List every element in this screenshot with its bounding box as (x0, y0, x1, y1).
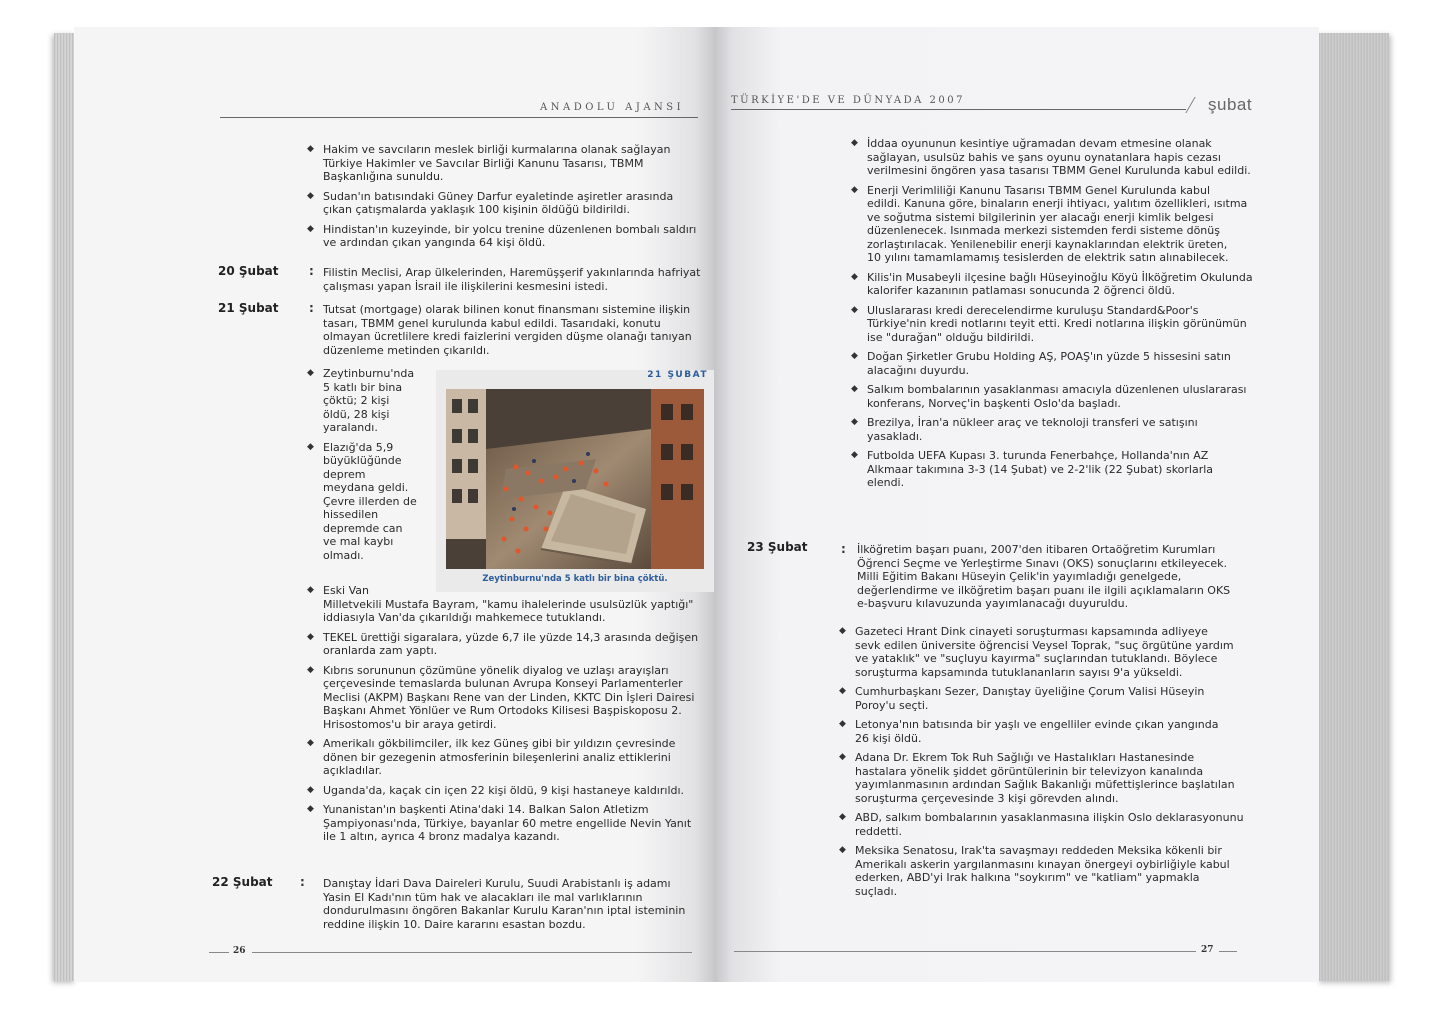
diamond-bullet-icon: ◆ (851, 184, 858, 195)
diamond-bullet-icon: ◆ (839, 812, 846, 822)
diamond-bullet-icon: ◆ (307, 631, 314, 642)
diamond-bullet-icon: ◆ (307, 738, 314, 748)
list-item: ◆ Doğan Şirketler Grubu Holding AŞ, POAŞ'ın yüzde 5 hissesini satın alacağını duyurdu. (851, 350, 1231, 377)
list-item: ◆ Hakim ve savcıların meslek birliği kurmalarına olanak sağlayan Türkiye Hakimler ve Savcılar Birliği Kanunu Tasarısı, TBMM Başkanlığına sunuldu. (307, 143, 671, 183)
diamond-bullet-icon: ◆ (851, 138, 858, 148)
list-item: ◆ Yunanistan'ın başkenti Atina'daki 14. Balkan Salon Atletizm Şampiyonası'nda, Türkiye, bayanlar 60 metre engellide Nevin Yanıt ile 1 altın, ayrıca 4 bronz madalya kazandı. (307, 803, 692, 843)
page-number-left: 26 (233, 946, 246, 956)
diamond-bullet-icon: ◆ (851, 351, 858, 361)
diamond-bullet-icon: ◆ (839, 845, 846, 855)
page-number-right: 27 (1201, 945, 1214, 955)
diamond-bullet-icon: ◆ (307, 368, 314, 378)
diamond-bullet-icon: ◆ (307, 664, 314, 675)
diamond-bullet-icon: ◆ (851, 417, 858, 427)
list-item: ◆ İddaa oyununun kesintiye uğramadan devam etmesine olanak sağlayan, usulsüz bahis ve şans oyunu oynatanlara hapis cezası verilmesini öngören yasa tasarısı TBMM Genel Kurulunda kabul edildi. (851, 137, 1251, 177)
date-colon: : (309, 301, 314, 315)
list-item: ◆ Salkım bombalarının yasaklanması amacıyla düzenlenen uluslararası konferans, Norveç'in başkenti Oslo'da başladı. (851, 383, 1247, 410)
list-item: ◆ ABD, salkım bombalarının yasaklanmasına ilişkin Oslo deklarasyonunu reddetti. (839, 811, 1244, 838)
diamond-bullet-icon: ◆ (851, 450, 858, 460)
right-page (714, 27, 1319, 982)
right-col-top (851, 137, 1256, 496)
list-item: ◆ Enerji Verimliliği Kanunu Tasarısı TBMM Genel Kurulunda kabul edildi. Kanuna göre, binaların enerji ihtiyacı, yalıtım özellikleri, ısıtma ve soğutma sistemi bilgilerinin yer alacağı enerji kimlik belgesi düzenlenecek. Isınmada merkezi sistemden ferdi sisteme dönüş zorlaştırılacak. Yenilenebilir enerji kaynaklarından elektrik üreten, 10 yılını tamamlamamış tesislerden de elektrik satın alınabilecek. (851, 183, 1248, 264)
entry-22-subat: Danıştay İdari Dava Daireleri Kurulu, Suudi Arabistanlı iş adamı Yasin El Kadı'nın tüm hak ve alacakları ile mal varlıklarının dondurulmasını öngören Bakanlar Kurulu Karan'nın iptal isteminin reddine ilişkin 10. Daire kararını esastan bozdu. (323, 877, 686, 931)
date-23-subat: 23 Şubat (747, 540, 808, 554)
list-item: ◆ Eski Van Milletvekili Mustafa Bayram, "kamu ihalelerinde usulsüzlük yaptığı" iddiasıyla Van'da çıkarıldığı mahkemece tutuklandı. (307, 584, 694, 624)
date-colon: : (841, 542, 846, 556)
list-item: ◆ Kilis'in Musabeyli ilçesine bağlı Hüseyinoğlu Köyü İlköğretim Okulunda kalorifer kazanının patlaması sonucunda 2 öğrenci öldü. (851, 270, 1253, 297)
diamond-bullet-icon: ◆ (307, 190, 314, 201)
left-col-intro (307, 143, 712, 256)
list-item: ◆ Zeytinburnu'nda 5 katlı bir bina çöktü; 2 kişi öldü, 28 kişi yaralandı. (307, 367, 415, 434)
right-col-bottom (839, 625, 1257, 904)
diamond-bullet-icon: ◆ (307, 223, 314, 234)
photo-caption: Zeytinburnu'nda 5 katlı bir bina çöktü. (482, 574, 668, 584)
running-head-left: ANADOLU AJANSI (540, 102, 685, 113)
list-item: ◆ Amerikalı gökbilimciler, ilk kez Güneş gibi bir yıldızın çevresinde dönen bir gezegenin atmosferinin bileşenlerini analiz ettiklerini açıkladılar. (307, 737, 676, 777)
entry-23-subat: İlköğretim başarı puanı, 2007'den itibaren Ortaöğretim Kurumları Öğrenci Seçme ve Yerleştirme Sınavı (OKS) sonuçlarını etkileyecek. Milli Eğitim Bakanı Hüseyin Çelik'in yayımladığı genelgede, değerlendirme ve ilköğretim başarı puanı ile ilgili açıklamaların OKS e-başvuru kılavuzunda yayımlanacağı duyuruldu. (857, 543, 1231, 610)
footer-rule-short (209, 952, 229, 953)
right-page-edges (1317, 33, 1389, 981)
diamond-bullet-icon: ◆ (307, 585, 314, 595)
month-title: şubat (1208, 95, 1253, 114)
date-21-subat: 21 Şubat (218, 301, 279, 315)
diamond-bullet-icon: ◆ (839, 719, 846, 729)
list-item: ◆ Futbolda UEFA Kupası 3. turunda Fenerbahçe, Hollanda'nın AZ Alkmaar takımına 3-3 (14 Şubat) ve 2-2'lik (22 Şubat) skorlarla elendi. (851, 449, 1214, 489)
collapsed-building-photo (446, 389, 704, 569)
list-item: ◆ Brezilya, İran'a nükleer araç ve teknoloji transferi ve satışını yasakladı. (851, 416, 1198, 443)
entry-21-subat: Tutsat (mortgage) olarak bilinen konut finansmanı sistemine ilişkin tasarı, TBMM genel kurulunda kabul edildi. Tasarıdaki, konutu olmayan ücretlilere kredi faizlerini vergiden düşme olanağı tanıyan düzenleme metinden çıkarıldı. (323, 303, 692, 357)
list-item: ◆ Adana Dr. Ekrem Tok Ruh Sağlığı ve Hastalıkları Hastanesinde hastalara yönelik şiddet görüntülerinin bir televizyon kanalında yayımlanmasının ardından Sağlık Bakanlığı müfettişlerince başlatılan soruşturma çerçevesinde 3 kişi görevden alındı. (839, 751, 1235, 805)
diamond-bullet-icon: ◆ (307, 784, 314, 795)
list-item: ◆ Sudan'ın batısındaki Güney Darfur eyaletinde aşiretler arasında çıkan çatışmalarda yaklaşık 100 kişinin öldüğü bildirildi. (307, 189, 674, 216)
diamond-bullet-icon: ◆ (851, 304, 858, 315)
date-colon: : (300, 875, 305, 889)
list-item: ◆ Letonya'nın batısında bir yaşlı ve engelliler evinde çıkan yangında 26 kişi öldü. (839, 718, 1219, 745)
open-book (54, 27, 1389, 982)
news-photo-box (436, 370, 714, 592)
left-page (74, 27, 714, 982)
list-item: ◆ Gazeteci Hrant Dink cinayeti soruşturması kapsamında adliyeye sevk edilen üniversite öğrencisi Veysel Toprak, "suç örgütüne yardım ve yataklık" ve "suçluyu kayırma" suçlarından tutuklandı. Böylece soruşturma kapsamında tutuklananların sayısı 9'a yükseldi. (839, 625, 1234, 679)
date-22-subat: 22 Şubat (212, 875, 273, 889)
list-item: ◆ Uluslararası kredi derecelendirme kuruluşu Standard&Poor's Türkiye'nin kredi notlarını teyit etti. Kredi notlarına ilişkin görünümün ise "durağan" olduğu bildirildi. (851, 303, 1247, 344)
footer-rule-right (734, 951, 1196, 952)
diamond-bullet-icon: ◆ (839, 752, 846, 762)
header-rule-right (731, 109, 1186, 110)
diamond-bullet-icon: ◆ (307, 144, 314, 154)
list-item: ◆ Cumhurbaşkanı Sezer, Danıştay üyeliğine Çorum Valisi Hüseyin Poroy'u seçti. (839, 685, 1205, 712)
diamond-bullet-icon: ◆ (839, 686, 846, 696)
list-item: ◆ TEKEL ürettiği sigaralara, yüzde 6,7 ile yüzde 14,3 arasında değişen oranlarda zam yaptı. (307, 630, 699, 657)
diamond-bullet-icon: ◆ (851, 384, 858, 394)
left-page-edges (54, 33, 76, 981)
running-head-right: TÜRKİYE'DE VE DÜNYADA 2007 (731, 95, 966, 106)
date-20-subat: 20 Şubat (218, 264, 279, 278)
diamond-bullet-icon: ◆ (307, 804, 314, 814)
date-colon: : (309, 264, 314, 278)
header-rule-left (220, 117, 698, 118)
diamond-bullet-icon: ◆ (307, 441, 314, 452)
diamond-bullet-icon: ◆ (839, 626, 846, 636)
left-narrow-items (307, 367, 437, 568)
list-item: ◆ Hindistan'ın kuzeyinde, bir yolcu trenine düzenlenen bombalı saldırı ve ardından çıkan yangında 64 kişi öldü. (307, 222, 697, 249)
entry-20-subat: Filistin Meclisi, Arap ülkelerinden, Haremüşşerif yakınlarında hafriyat çalışması yapan İsrail ile ilişkilerini kesmesini istedi. (323, 266, 701, 293)
footer-rule-left (252, 952, 692, 953)
list-item: ◆ Meksika Senatosu, Irak'ta savaşmayı reddeden Meksika kökenli bir Amerikalı askerin yargılanmasını kınayan önergeyi oybirliğiyle kabul ederken, ABD'yi Irak halkına "soykırım" ve "katliam" yapmakla suçladı. (839, 844, 1230, 898)
list-item: ◆ Uganda'da, kaçak cin içen 22 kişi öldü, 9 kişi hastaneye kaldırıldı. (307, 783, 685, 797)
footer-rule-short (1219, 951, 1237, 952)
left-col-main (307, 584, 714, 850)
photo-date-tag: 21 ŞUBAT (647, 370, 708, 380)
list-item: ◆ Kıbrıs sorununun çözümüne yönelik diyalog ve uzlaşı arayışları çerçevesinde temaslarda bulunan Avrupa Konseyi Parlamenterler Meclisi (AKPM) Başkanı Rene van der Linden, KKTC Din İşleri Dairesi Başkanı Ahmet Yönlüer ve Rum Ortodoks Kilisesi Başpiskoposu 2. Hrisostomos'u bir araya getirdi. (307, 663, 695, 731)
list-item: ◆ Elazığ'da 5,9 büyüklüğünde deprem meydana geldi. Çevre illerden de hissedilen depremde can ve mal kaybı olmadı. (307, 440, 417, 562)
diamond-bullet-icon: ◆ (851, 271, 858, 282)
header-slash (1185, 97, 1195, 113)
